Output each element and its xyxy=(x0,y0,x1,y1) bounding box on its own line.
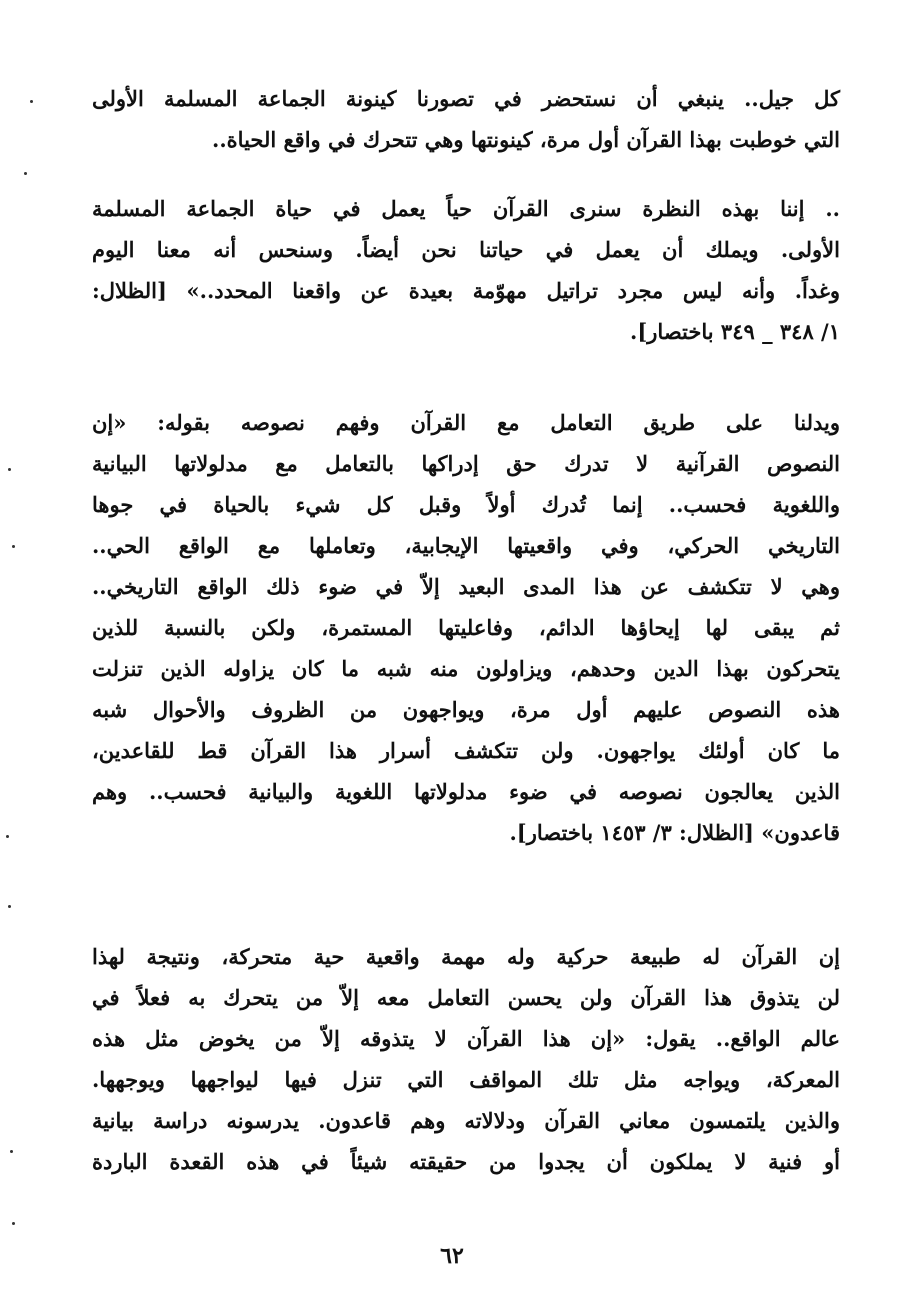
text-line: إن القرآن له طبيعة حركية وله مهمة واقعية حية متحركة، ونتيجة لهذا xyxy=(92,944,840,969)
text-line: ما كان أولئك يواجهون. ولن تتكشف أسرار هذا القرآن قط للقاعدين، xyxy=(92,738,840,763)
paragraph-4 xyxy=(92,936,840,1182)
text-line: ١/ ٣٤٨ _ ٣٤٩ باختصار]. xyxy=(630,319,840,344)
text-line: أو فنية لا يملكون أن يجدوا من حقيقته شيئاً في هذه القعدة الباردة xyxy=(92,1149,840,1174)
scan-speck xyxy=(12,545,15,548)
text-line: لن يتذوق هذا القرآن ولن يحسن التعامل معه إلاّ من يتحرك به فعلاً في xyxy=(92,985,840,1010)
text-line: هذه النصوص عليهم أول مرة، ويواجهون من الظروف والأحوال شبه xyxy=(92,697,840,722)
text-line: كل جيل.. ينبغي أن نستحضر في تصورنا كينونة الجماعة المسلمة الأولى xyxy=(92,86,840,111)
scan-speck xyxy=(8,905,11,908)
paragraph-3 xyxy=(92,402,840,853)
scan-speck xyxy=(24,172,27,175)
text-line: المعركة، ويواجه مثل تلك المواقف التي تنزل فيها ليواجهها ويوجهها. xyxy=(92,1067,840,1092)
scan-speck xyxy=(12,1222,15,1225)
paragraph-1 xyxy=(92,78,840,160)
text-line: وهي لا تتكشف عن هذا المدى البعيد إلاّ في ضوء ذلك الواقع التاريخي.. xyxy=(92,574,840,599)
text-line: الأولى. ويملك أن يعمل في حياتنا نحن أيضاً. وسنحس أنه معنا اليوم xyxy=(92,237,840,262)
text-line: والذين يلتمسون معاني القرآن ودلالاته وهم قاعدون. يدرسونه دراسة بيانية xyxy=(92,1108,840,1133)
paragraph-2 xyxy=(92,188,840,352)
text-line: النصوص القرآنية لا تدرك حق إدراكها بالتعامل مع مدلولاتها البيانية xyxy=(92,451,840,476)
text-line: التاريخي الحركي، وفي واقعيتها الإيجابية، وتعاملها مع الواقع الحي.. xyxy=(92,533,840,558)
page-number: ٦٢ xyxy=(440,1243,464,1269)
text-line: ويدلنا على طريق التعامل مع القرآن وفهم نصوصه بقوله: «إن xyxy=(92,410,840,435)
text-line: يتحركون بهذا الدين وحدهم، ويزاولون منه شبه ما كان يزاوله الذين تنزلت xyxy=(92,656,840,681)
text-line: ثم يبقى لها إيحاؤها الدائم، وفاعليتها المستمرة، ولكن بالنسبة للذين xyxy=(92,615,840,640)
text-line: واللغوية فحسب.. إنما تُدرك أولاً وقبل كل شيء بالحياة في جوها xyxy=(92,492,840,517)
scan-speck xyxy=(8,468,11,471)
text-line: وغداً. وأنه ليس مجرد تراتيل مهوّمة بعيدة عن واقعنا المحدد..» [الظلال: xyxy=(92,278,840,303)
scan-speck xyxy=(10,1150,13,1153)
text-line: .. إننا بهذه النظرة سنرى القرآن حياً يعمل في حياة الجماعة المسلمة xyxy=(92,196,840,221)
text-line: عالم الواقع.. يقول: «إن هذا القرآن لا يتذوقه إلاّ من يخوض مثل هذه xyxy=(92,1026,840,1051)
scan-speck xyxy=(30,100,33,103)
scan-speck xyxy=(6,835,9,838)
text-line: الذين يعالجون نصوصه في ضوء مدلولاتها اللغوية والبيانية فحسب.. وهم xyxy=(92,779,840,804)
text-line: التي خوطبت بهذا القرآن أول مرة، كينونتها وهي تتحرك في واقع الحياة.. xyxy=(212,127,840,152)
text-line: قاعدون» [الظلال: ٣/ ١٤٥٣ باختصار]. xyxy=(509,820,840,845)
